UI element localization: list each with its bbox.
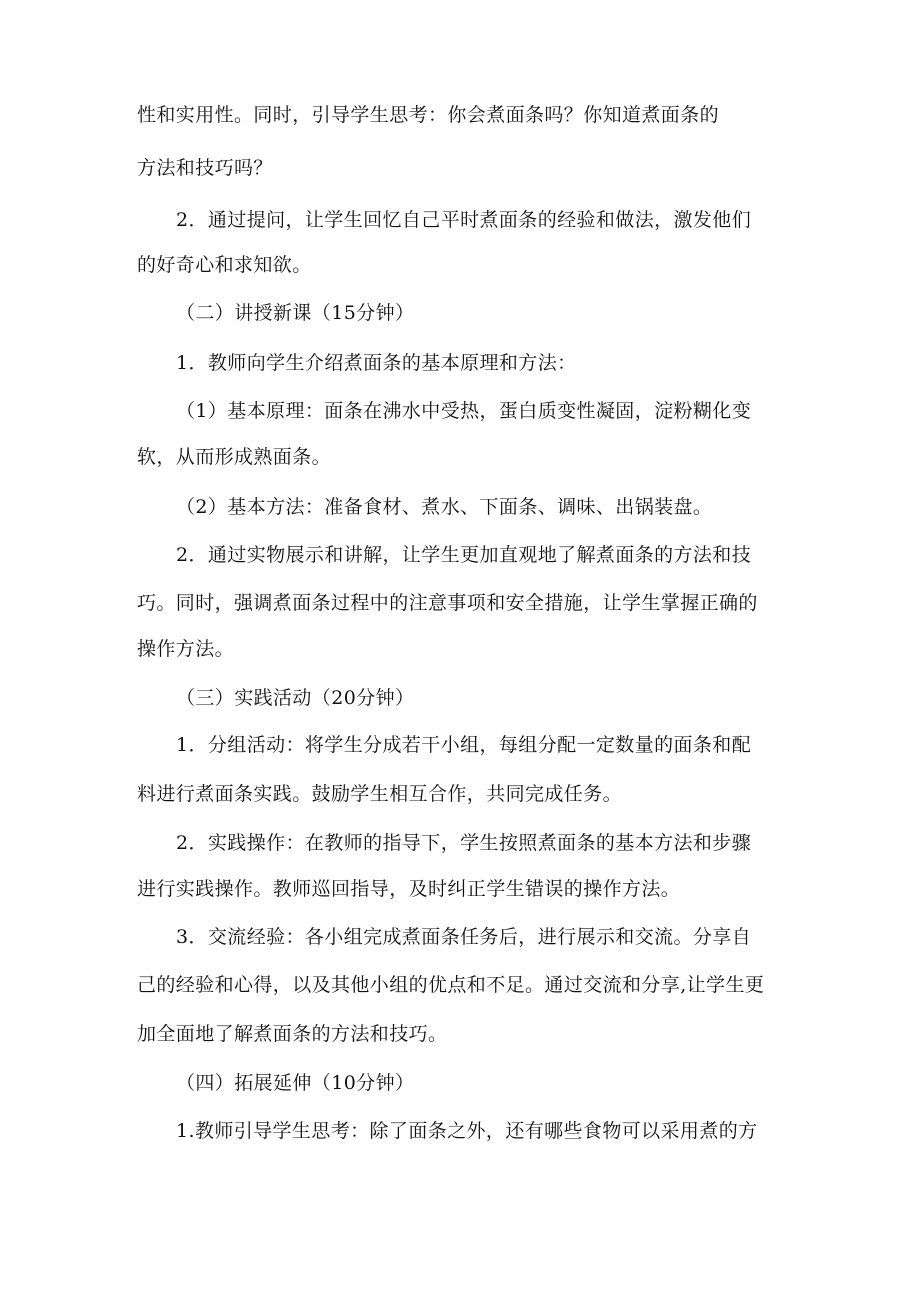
- text-line: 1．教师向学生介绍煮面条的基本原理和方法：: [176, 352, 577, 374]
- text-line: 巧。同时，强调煮面条过程中的注意事项和安全措施，让学生掌握正确的: [137, 592, 758, 614]
- text-line: 1．分组活动：将学生分成若干小组，每组分配一定数量的面条和配: [176, 734, 752, 756]
- text-line: （1）基本原理：面条在沸水中受热，蛋白质变性凝固，淀粉糊化变: [176, 400, 752, 422]
- text-line: 的好奇心和求知欲。: [137, 254, 312, 276]
- text-line: 方法和技巧吗？: [137, 157, 273, 179]
- text-line: 性和实用性。同时，引导学生思考：你会煮面条吗？你知道煮面条的: [137, 104, 720, 126]
- text-line: 软，从而形成熟面条。: [137, 446, 332, 468]
- text-line: 进行实践操作。教师巡回指导，及时纠正学生错误的操作方法。: [137, 878, 681, 900]
- text-line: 加全面地了解煮面条的方法和技巧。: [137, 1023, 448, 1045]
- text-line: 2．通过提问，让学生回忆自己平时煮面条的经验和做法，激发他们: [176, 209, 752, 231]
- section-heading: （四）拓展延伸（10分钟）: [176, 1072, 415, 1094]
- text-line: 己的经验和心得，以及其他小组的优点和不足。通过交流和分享,让学生更: [137, 974, 765, 996]
- section-heading: （三）实践活动（20分钟）: [176, 687, 415, 709]
- text-line: 料进行煮面条实践。鼓励学生相互合作，共同完成任务。: [137, 783, 623, 805]
- text-line: 2．通过实物展示和讲解，让学生更加直观地了解煮面条的方法和技: [176, 544, 752, 566]
- text-line: （2）基本方法：准备食材、煮水、下面条、调味、出锅装盘。: [176, 496, 713, 518]
- text-line: 操作方法。: [137, 638, 235, 660]
- text-line: 3．交流经验：各小组完成煮面条任务后，进行展示和交流。分享自: [176, 926, 752, 948]
- text-line: 1.教师引导学生思考：除了面条之外，还有哪些食物可以采用煮的方: [176, 1120, 758, 1142]
- text-line: 2．实践操作：在教师的指导下，学生按照煮面条的基本方法和步骤: [176, 832, 752, 854]
- section-heading: （二）讲授新课（15分钟）: [176, 302, 415, 324]
